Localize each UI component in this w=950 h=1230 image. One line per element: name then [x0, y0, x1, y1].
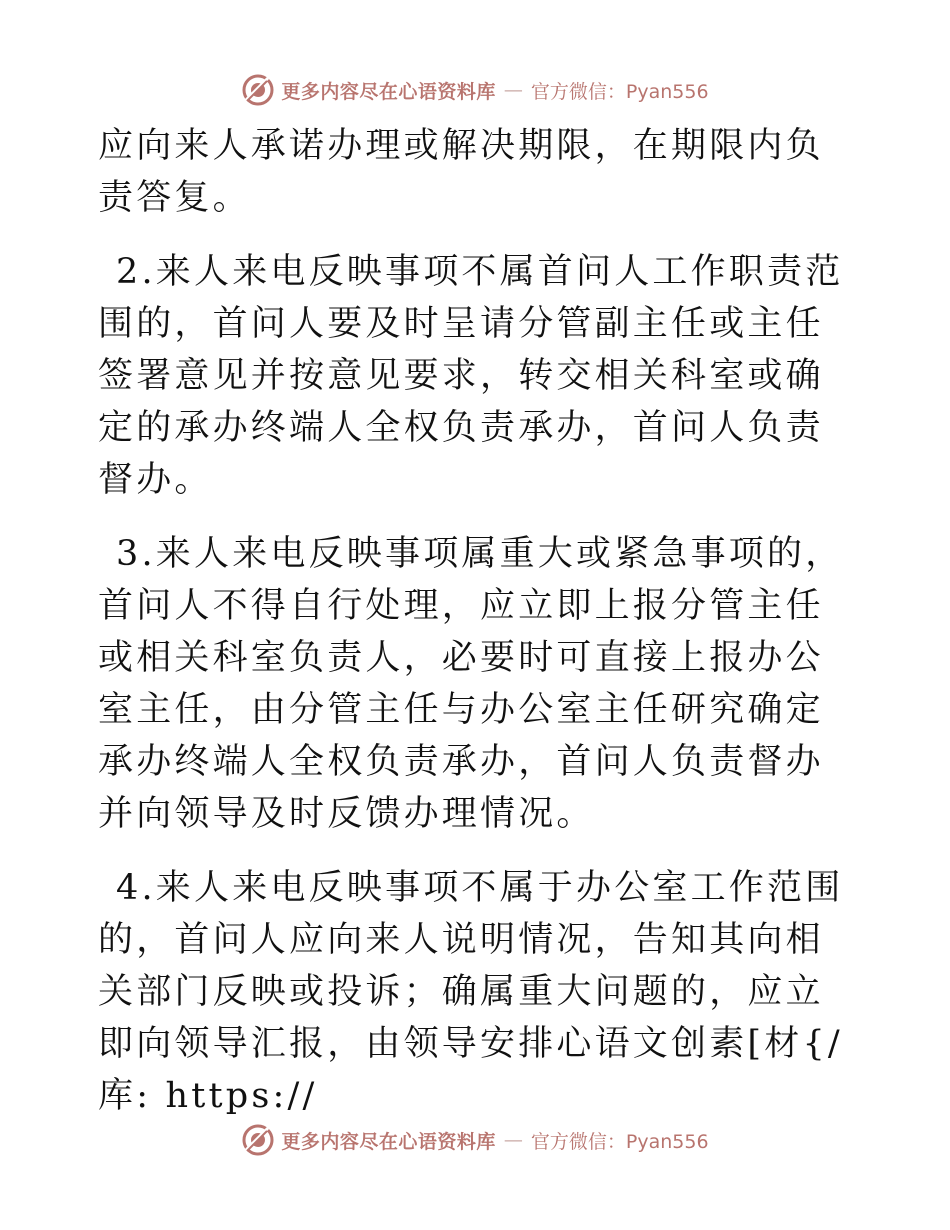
- paragraph-4: [98, 862, 858, 1122]
- paragraph-1: [98, 120, 858, 224]
- brand-logo-icon: [241, 1123, 275, 1157]
- paragraph-3-number: 3.: [116, 534, 156, 574]
- document-body: [98, 120, 858, 1122]
- banner-dash: —: [503, 79, 523, 101]
- footer-watermark-banner: [0, 1120, 950, 1160]
- banner-sub-text: 官方微信：Pyan556: [530, 1130, 709, 1153]
- paragraph-2: [98, 246, 858, 506]
- header-watermark-banner: [0, 70, 950, 110]
- paragraph-3: [98, 528, 858, 840]
- banner-sub-text: 官方微信：Pyan556: [530, 80, 709, 103]
- paragraph-4-text: 来人来电反映事项不属于办公室工作范围的，首问人应向来人说明情况，告知其向相关部门反映或投诉；确属重大问题的，应立即向领导汇报，由领导安排心语文创素[材{/库: https://: [98, 868, 844, 1116]
- banner-main-text: 更多内容尽在心语资料库: [281, 80, 496, 103]
- banner-main-text: 更多内容尽在心语资料库: [281, 1130, 496, 1153]
- paragraph-4-number: 4.: [116, 868, 156, 908]
- paragraph-1-text: 应向来人承诺办理或解决期限，在期限内负责答复。: [98, 126, 824, 218]
- paragraph-2-number: 2.: [116, 252, 156, 292]
- paragraph-3-text: 来人来电反映事项属重大或紧急事项的，首问人不得自行处理，应立即上报分管主任或相关科室负责人，必要时可直接上报办公室主任，由分管主任与办公室主任研究确定承办终端人全权负责承办，首问人负责督办并向领导及时反馈办理情况。: [98, 534, 844, 834]
- brand-logo-icon: [241, 73, 275, 107]
- paragraph-2-text: 来人来电反映事项不属首问人工作职责范围的，首问人要及时呈请分管副主任或主任签署意见并按意见要求，转交相关科室或确定的承办终端人全权负责承办，首问人负责督办。: [98, 252, 844, 500]
- banner-dash: —: [503, 1129, 523, 1151]
